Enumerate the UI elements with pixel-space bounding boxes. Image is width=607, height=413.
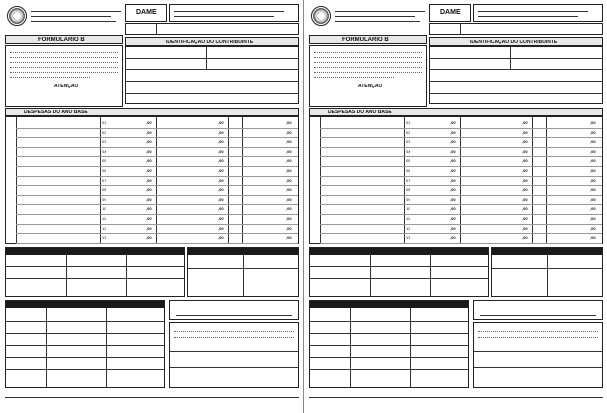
row-value: ,00 bbox=[522, 159, 528, 164]
row-value: ,00 bbox=[590, 226, 596, 231]
field-divider bbox=[126, 58, 298, 59]
row-value: ,00 bbox=[590, 130, 596, 135]
field-vdivider bbox=[510, 47, 511, 69]
row-value: ,00 bbox=[146, 121, 152, 125]
row-divider bbox=[6, 333, 164, 334]
instruction-line bbox=[314, 77, 394, 78]
field-divider bbox=[430, 93, 602, 94]
row-value: ,00 bbox=[450, 236, 456, 241]
instruction-line bbox=[314, 62, 422, 63]
dependents-header-bar bbox=[310, 301, 468, 308]
header-line bbox=[335, 11, 425, 12]
instruction-line bbox=[10, 62, 118, 63]
row-value: ,00 bbox=[590, 121, 596, 125]
header-info-box bbox=[169, 4, 299, 22]
row-value: ,00 bbox=[146, 236, 152, 241]
row-value: ,00 bbox=[146, 140, 152, 145]
table-row-divider bbox=[320, 224, 602, 225]
row-value: ,00 bbox=[590, 236, 596, 241]
row-divider bbox=[6, 357, 164, 358]
row-value: ,00 bbox=[522, 197, 528, 202]
row-value: ,00 bbox=[146, 197, 152, 202]
table-row-divider bbox=[320, 128, 602, 129]
row-number: 02 bbox=[102, 130, 107, 135]
base-year-title: DESPESAS DO ANO BASE bbox=[328, 110, 392, 115]
table-row-divider bbox=[320, 243, 602, 244]
row-number: 04 bbox=[406, 149, 411, 154]
box-divider bbox=[460, 24, 461, 34]
row-value: ,00 bbox=[218, 140, 224, 145]
col-divider bbox=[547, 255, 548, 296]
row-value: ,00 bbox=[218, 188, 224, 193]
row-divider bbox=[6, 266, 184, 267]
contributor-header bbox=[125, 37, 299, 46]
contributor-fields bbox=[125, 46, 299, 104]
table-row-divider bbox=[16, 137, 298, 138]
field-vdivider bbox=[206, 47, 207, 69]
signature-line bbox=[176, 315, 292, 316]
dame-label: DAME bbox=[440, 9, 461, 16]
attention-title: ATENÇÃO bbox=[54, 84, 79, 89]
auth-header-bar bbox=[188, 248, 298, 255]
row-value: ,00 bbox=[286, 121, 292, 125]
row-value: ,00 bbox=[286, 188, 292, 193]
row-value: ,00 bbox=[590, 159, 596, 164]
row-divider bbox=[310, 333, 468, 334]
row-value: ,00 bbox=[450, 197, 456, 202]
row-number: 03 bbox=[102, 140, 107, 145]
attention-title: ATENÇÃO bbox=[358, 84, 383, 89]
form-title-box bbox=[309, 35, 427, 44]
row-value: ,00 bbox=[590, 207, 596, 212]
row-value: ,00 bbox=[522, 217, 528, 221]
row-number: 13 bbox=[102, 236, 107, 241]
row-value: ,00 bbox=[218, 149, 224, 154]
row-value: ,00 bbox=[450, 130, 456, 135]
row-number: 09 bbox=[102, 197, 107, 202]
row-value: ,00 bbox=[286, 226, 292, 231]
auth-header-bar bbox=[492, 248, 602, 255]
row-number: 06 bbox=[406, 169, 411, 173]
row-value: ,00 bbox=[146, 188, 152, 193]
col-divider bbox=[126, 255, 127, 296]
row-number: 10 bbox=[406, 207, 411, 212]
footer-line bbox=[309, 397, 603, 398]
row-value: ,00 bbox=[146, 207, 152, 212]
signature-block bbox=[473, 300, 603, 320]
table-row-divider bbox=[320, 166, 602, 167]
row-value: ,00 bbox=[522, 188, 528, 193]
row-value: ,00 bbox=[286, 207, 292, 212]
info-line bbox=[174, 11, 284, 12]
table-row-divider bbox=[16, 224, 298, 225]
row-value: ,00 bbox=[590, 188, 596, 193]
row-value: ,00 bbox=[146, 217, 152, 221]
col-divider bbox=[430, 255, 431, 296]
form-title: FORMULÁRIO B bbox=[342, 37, 389, 43]
row-divider bbox=[310, 345, 468, 346]
instruction-line bbox=[314, 67, 422, 68]
header-line bbox=[31, 16, 111, 17]
row-value: ,00 bbox=[286, 130, 292, 135]
col-divider bbox=[243, 255, 244, 296]
field-divider bbox=[430, 81, 602, 82]
form-page-right bbox=[307, 2, 605, 410]
row-value: ,00 bbox=[590, 140, 596, 145]
row-value: ,00 bbox=[450, 140, 456, 145]
form-page-left bbox=[3, 2, 301, 410]
row-value: ,00 bbox=[218, 130, 224, 135]
table-row-divider bbox=[16, 128, 298, 129]
row-value: ,00 bbox=[450, 178, 456, 183]
row-value: ,00 bbox=[218, 169, 224, 173]
header-info-box bbox=[473, 4, 603, 22]
instruction-line bbox=[314, 52, 422, 53]
table-row-divider bbox=[320, 137, 602, 138]
table-row-divider bbox=[320, 195, 602, 196]
row-number: 05 bbox=[406, 159, 411, 164]
declaration-line bbox=[478, 331, 598, 332]
row-value: ,00 bbox=[522, 207, 528, 212]
row-divider bbox=[310, 369, 468, 370]
row-number: 05 bbox=[102, 159, 107, 164]
row-value: ,00 bbox=[146, 226, 152, 231]
contributor-header bbox=[429, 37, 603, 46]
row-number: 01 bbox=[406, 121, 411, 125]
table-row-divider bbox=[16, 195, 298, 196]
signature-line bbox=[480, 315, 596, 316]
expense-table bbox=[5, 116, 299, 244]
row-value: ,00 bbox=[522, 226, 528, 231]
row-number: 08 bbox=[102, 188, 107, 193]
table-row-divider bbox=[320, 204, 602, 205]
contributor-fields bbox=[429, 46, 603, 104]
instruction-line bbox=[10, 77, 90, 78]
row-value: ,00 bbox=[590, 169, 596, 173]
row-value: ,00 bbox=[286, 236, 292, 241]
row-divider bbox=[6, 321, 164, 322]
table-row-divider bbox=[320, 147, 602, 148]
row-number: 07 bbox=[406, 178, 411, 183]
row-value: ,00 bbox=[286, 159, 292, 164]
summary-block bbox=[5, 247, 185, 297]
field-divider bbox=[430, 58, 602, 59]
row-value: ,00 bbox=[590, 149, 596, 154]
row-value: ,00 bbox=[450, 226, 456, 231]
row-number: 13 bbox=[406, 236, 411, 241]
row-number: 12 bbox=[102, 226, 107, 231]
instruction-line bbox=[10, 52, 118, 53]
row-value: ,00 bbox=[286, 149, 292, 154]
row-value: ,00 bbox=[218, 178, 224, 183]
form-title-box bbox=[5, 35, 123, 44]
row-number: 03 bbox=[406, 140, 411, 145]
dame-label: DAME bbox=[136, 9, 157, 16]
row-value: ,00 bbox=[450, 121, 456, 125]
base-year-header bbox=[5, 108, 299, 116]
authentication-block bbox=[187, 247, 299, 297]
row-divider bbox=[6, 345, 164, 346]
col-divider bbox=[350, 308, 351, 387]
row-number: 01 bbox=[102, 121, 107, 125]
info-line bbox=[174, 16, 274, 17]
authentication-block bbox=[491, 247, 603, 297]
summary-header-bar bbox=[6, 248, 184, 255]
row-value: ,00 bbox=[146, 169, 152, 173]
info-line bbox=[478, 16, 578, 17]
row-value: ,00 bbox=[450, 159, 456, 164]
row-number: 11 bbox=[406, 217, 411, 221]
instruction-line bbox=[10, 57, 118, 58]
col-divider bbox=[46, 308, 47, 387]
row-value: ,00 bbox=[218, 207, 224, 212]
table-row-divider bbox=[16, 185, 298, 186]
row-number: 07 bbox=[102, 178, 107, 183]
instructions-box bbox=[5, 45, 123, 107]
summary-block bbox=[309, 247, 489, 297]
table-row-divider bbox=[320, 185, 602, 186]
row-number: 08 bbox=[406, 188, 411, 193]
base-year-header bbox=[309, 108, 603, 116]
dame-box bbox=[429, 4, 471, 22]
row-value: ,00 bbox=[450, 217, 456, 221]
row-value: ,00 bbox=[218, 197, 224, 202]
row-value: ,00 bbox=[218, 217, 224, 221]
declaration-line bbox=[478, 337, 598, 338]
info-line bbox=[478, 11, 588, 12]
table-row-divider bbox=[16, 176, 298, 177]
row-value: ,00 bbox=[522, 149, 528, 154]
code-box bbox=[429, 23, 603, 35]
row-divider bbox=[170, 367, 298, 368]
table-row-divider bbox=[16, 204, 298, 205]
form-title: FORMULÁRIO B bbox=[38, 37, 85, 43]
state-seal-icon bbox=[311, 6, 331, 26]
declaration-block bbox=[169, 322, 299, 388]
row-number: 09 bbox=[406, 197, 411, 202]
field-divider bbox=[126, 69, 298, 70]
field-divider bbox=[430, 69, 602, 70]
row-divider bbox=[474, 351, 602, 352]
header-line bbox=[335, 21, 420, 22]
table-row-divider bbox=[16, 243, 298, 244]
row-value: ,00 bbox=[218, 236, 224, 241]
instructions-box bbox=[309, 45, 427, 107]
contributor-title: IDENTIFICAÇÃO DO CONTRIBUINTE bbox=[166, 40, 254, 45]
page-fold bbox=[303, 0, 304, 413]
table-row-divider bbox=[16, 214, 298, 215]
row-number: 10 bbox=[102, 207, 107, 212]
state-seal-icon bbox=[7, 6, 27, 26]
row-divider bbox=[6, 278, 184, 279]
row-divider bbox=[310, 266, 488, 267]
row-value: ,00 bbox=[522, 130, 528, 135]
row-value: ,00 bbox=[522, 169, 528, 173]
code-box bbox=[125, 23, 299, 35]
row-value: ,00 bbox=[522, 121, 528, 125]
declaration-line bbox=[174, 331, 294, 332]
row-value: ,00 bbox=[286, 197, 292, 202]
row-value: ,00 bbox=[146, 149, 152, 154]
row-value: ,00 bbox=[522, 178, 528, 183]
table-row-divider bbox=[16, 147, 298, 148]
table-row-divider bbox=[16, 156, 298, 157]
col-divider bbox=[66, 255, 67, 296]
row-value: ,00 bbox=[218, 226, 224, 231]
instruction-line bbox=[10, 67, 118, 68]
field-divider bbox=[126, 81, 298, 82]
row-value: ,00 bbox=[286, 217, 292, 221]
row-divider bbox=[170, 351, 298, 352]
row-divider bbox=[6, 369, 164, 370]
header-line bbox=[31, 11, 121, 12]
row-divider bbox=[310, 278, 488, 279]
expense-table bbox=[309, 116, 603, 244]
dame-box bbox=[125, 4, 167, 22]
row-value: ,00 bbox=[286, 178, 292, 183]
row-value: ,00 bbox=[450, 169, 456, 173]
row-value: ,00 bbox=[450, 149, 456, 154]
footer-line bbox=[5, 397, 299, 398]
row-value: ,00 bbox=[146, 130, 152, 135]
col-divider bbox=[106, 308, 107, 387]
base-year-title: DESPESAS DO ANO BASE bbox=[24, 110, 88, 115]
contributor-title: IDENTIFICAÇÃO DO CONTRIBUINTE bbox=[470, 40, 558, 45]
table-row-divider bbox=[320, 156, 602, 157]
row-value: ,00 bbox=[286, 140, 292, 145]
header-line bbox=[31, 21, 116, 22]
header-line bbox=[335, 16, 415, 17]
row-value: ,00 bbox=[450, 188, 456, 193]
declaration-line bbox=[174, 337, 294, 338]
dependents-block bbox=[5, 300, 165, 388]
table-row-divider bbox=[320, 214, 602, 215]
instruction-line bbox=[10, 72, 118, 73]
row-number: 11 bbox=[102, 217, 107, 221]
dependents-header-bar bbox=[6, 301, 164, 308]
table-row-divider bbox=[320, 233, 602, 234]
instruction-line bbox=[314, 57, 422, 58]
declaration-block bbox=[473, 322, 603, 388]
row-value: ,00 bbox=[590, 178, 596, 183]
table-row-divider bbox=[320, 176, 602, 177]
signature-block bbox=[169, 300, 299, 320]
row-value: ,00 bbox=[218, 159, 224, 164]
row-value: ,00 bbox=[590, 217, 596, 221]
row-divider bbox=[474, 367, 602, 368]
col-divider bbox=[410, 308, 411, 387]
instruction-line bbox=[314, 72, 422, 73]
summary-header-bar bbox=[310, 248, 488, 255]
row-value: ,00 bbox=[590, 197, 596, 202]
row-number: 12 bbox=[406, 226, 411, 231]
row-divider bbox=[310, 357, 468, 358]
field-divider bbox=[126, 93, 298, 94]
col-divider bbox=[370, 255, 371, 296]
row-number: 06 bbox=[102, 169, 107, 173]
dependents-block bbox=[309, 300, 469, 388]
table-row-divider bbox=[16, 166, 298, 167]
row-value: ,00 bbox=[522, 236, 528, 241]
row-value: ,00 bbox=[218, 121, 224, 125]
table-row-divider bbox=[16, 233, 298, 234]
row-number: 04 bbox=[102, 149, 107, 154]
row-divider bbox=[310, 321, 468, 322]
row-value: ,00 bbox=[146, 178, 152, 183]
row-value: ,00 bbox=[450, 207, 456, 212]
row-value: ,00 bbox=[522, 140, 528, 145]
row-number: 02 bbox=[406, 130, 411, 135]
row-value: ,00 bbox=[286, 169, 292, 173]
box-divider bbox=[156, 24, 157, 34]
row-value: ,00 bbox=[146, 159, 152, 164]
